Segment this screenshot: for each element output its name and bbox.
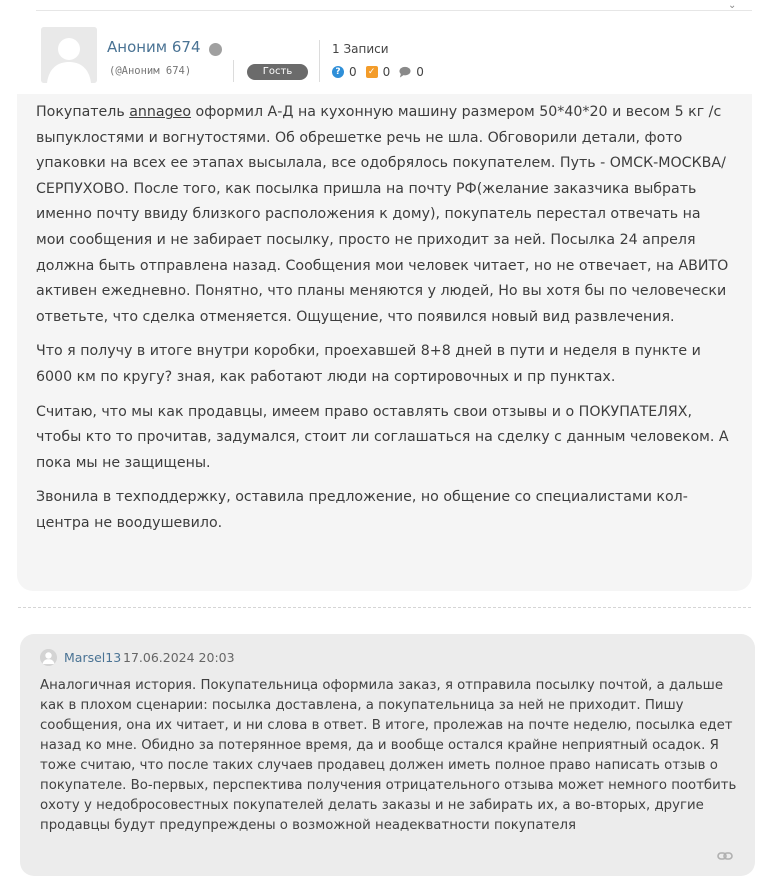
post-paragraph: Считаю, что мы как продавцы, имеем право оставлять свои отзывы и о ПОКУПАТЕЛЯХ, чтобы кто то прочитав, задумался, стоит ли соглашаться на сделку с данным человеком. А пока мы не защищены. — [36, 403, 729, 471]
link-icon[interactable] — [717, 850, 733, 862]
comment-text: Аналогичная история. Покупательница оформила заказ, я отправила посылку почтой, а дальше как в плохом сценарии: посылка доставлена, а покупательница за ней не приходит. Пишу сообщения, она их читает, и ни слова в ответ. В итоге, пролежав на почте неделю, посылка едет назад ко мне. Обидно за потерянное время, да и вообще остался крайне неприятный осадок. Я тоже считаю, что после таких случаев продавец должен иметь полное право написать отзыв о покупателе. Во-первых, перспектива получения отрицательного отзыва может немного поотбить охоту у недобросовестных покупателей делать заказы и не забирать их, а во-вторых, другие продавцы будут предупреждены о возможной неадекватности покупателя — [40, 678, 737, 833]
question-icon: ? — [332, 66, 344, 78]
author-name[interactable]: Аноним 674 — [107, 38, 201, 56]
user-silhouette-icon — [41, 27, 97, 83]
divider — [233, 60, 234, 82]
comment-date: 17.06.2024 20:03 — [123, 650, 235, 665]
avatar[interactable] — [40, 649, 57, 666]
status-dot-icon — [209, 43, 222, 56]
stat-answers — [366, 65, 391, 79]
post-paragraph: Покупатель annageo оформил А-Д на кухонную машину размером 50*40*20 и весом 5 кг /с выпуклостями и вогнутостями. Об обрешетке речь не шла. Обговорили детали, фото упаковки на всех ее этапах высылала, все одобрялось покупателем. Путь - ОМСК-МОСКВА/СЕРПУХОВО. После того, как посылка пришла на почту РФ(желание заказчика выбрать именно почту ввиду близкого расположения к дому), покупатель перестал отвечать на мои сообщения и не забирает посылку, просто не приходит за ней. Посылка 24 апреля должна быть отправлена назад. Сообщения мои человек читает, но не отвечает, на АВИТО активен ежедневно. Понятно, что планы меняются у людей, Но вы хотя бы по человечески ответьте, что сделка отменяется. Ощущение, что появился новый вид развлечения. — [36, 104, 729, 325]
mention-link[interactable]: annageo — [129, 104, 192, 120]
avatar[interactable] — [41, 27, 97, 83]
role-badge: Гость — [247, 64, 308, 80]
check-icon: ✓ — [366, 66, 378, 78]
post-body — [36, 100, 732, 546]
post-header — [17, 14, 752, 94]
author-handle: (@Аноним 674) — [109, 65, 192, 77]
entries-count: 1 Записи — [332, 42, 389, 56]
comments-divider — [18, 607, 751, 608]
comment-card — [20, 634, 755, 876]
post-paragraph: Звонила в техподдержку, оставила предложение, но общение со специалистами кол-центра не воодушевило. — [36, 489, 688, 531]
comment-icon — [399, 66, 411, 78]
top-divider — [36, 10, 752, 11]
post-paragraph: Что я получу в итоге внутри коробки, проехавшей 8+8 дней в пути и неделя в пункте и 6000 км по кругу? зная, как работают люди на сортировочных и пр пунктах. — [36, 343, 701, 385]
stat-questions — [332, 65, 357, 79]
chevron-down-icon[interactable]: ⌄ — [728, 0, 737, 11]
divider — [319, 40, 320, 82]
stat-value: 0 — [416, 65, 424, 79]
user-silhouette-icon — [40, 649, 57, 666]
stat-comments — [399, 65, 424, 79]
stat-value: 0 — [382, 65, 391, 79]
post-card — [17, 14, 752, 591]
comment-author[interactable]: Marsel13 — [64, 650, 122, 665]
post-stats — [332, 65, 433, 79]
stat-value: 0 — [349, 65, 357, 79]
